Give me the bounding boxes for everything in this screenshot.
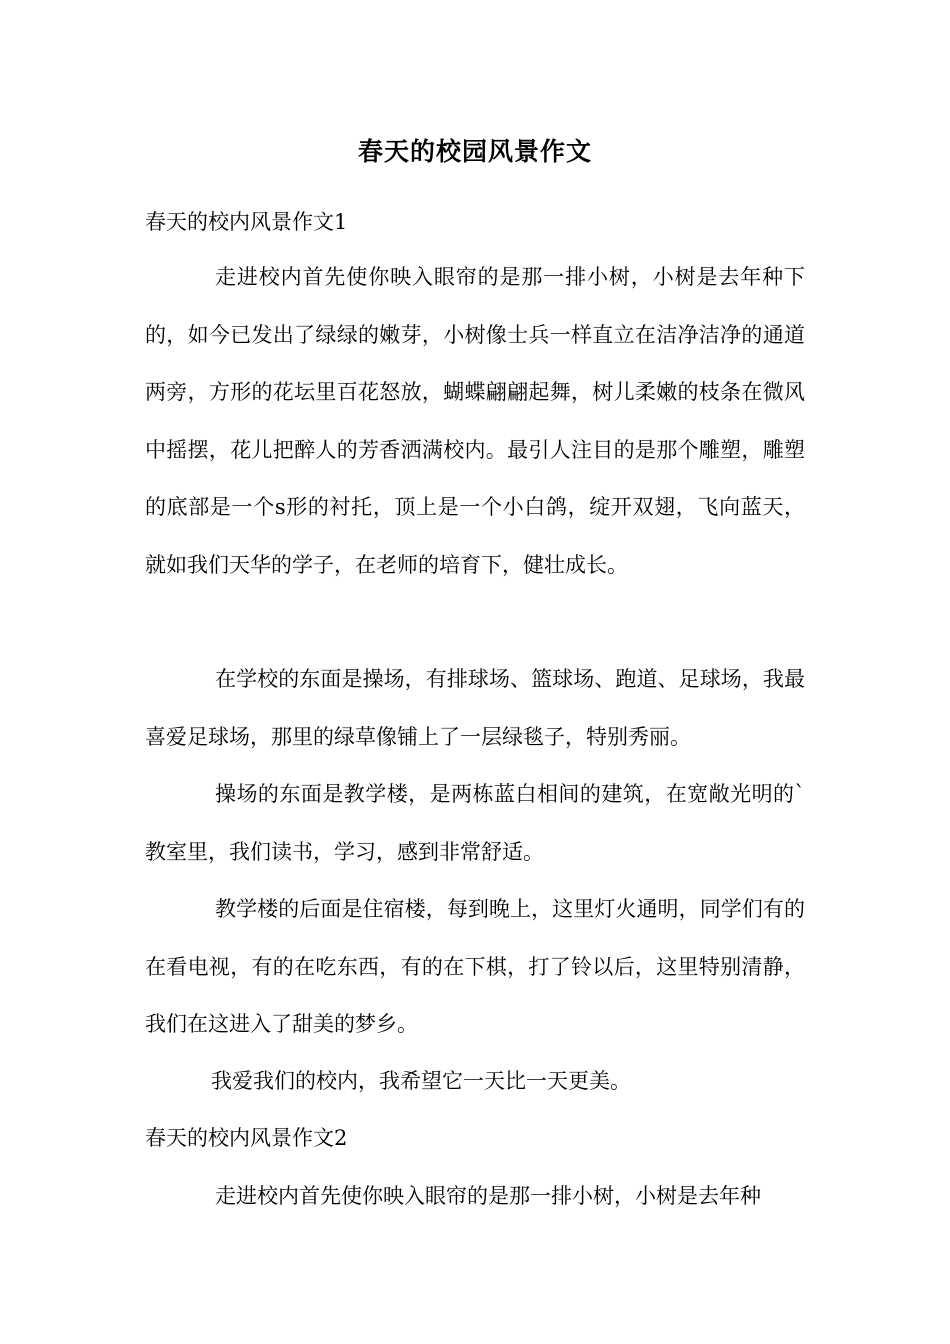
paragraph-1-4: 教学楼的后面是住宿楼，每到晚上，这里灯火通明，同学们有的在看电视，有的在吃东西，有的在下棋，打了铃以后，这里特别清静，我们在这进入了甜美的梦乡。: [145, 897, 805, 1036]
paragraph-2-1: 走进校内首先使你映入眼帘的是那一排小树，小树是去年种: [215, 1184, 761, 1208]
section-heading-2: 春天的校内风景作文2: [145, 1126, 348, 1150]
paragraph-1-5: 我爱我们的校内，我希望它一天比一天更美。: [211, 1069, 631, 1093]
document-title: 春天的校园风景作文: [357, 137, 592, 166]
paragraph-1-1: 走进校内首先使你映入眼帘的是那一排小树，小树是去年种下的，如今已发出了绿绿的嫩芽，小树像士兵一样直立在洁净洁净的通道两旁，方形的花坛里百花怒放，蝴蝶翩翩起舞，树儿柔嫩的枝条在微风中摇摆，花儿把醉人的芳香洒满校内。最引人注目的是那个雕塑，雕塑的底部是一个s形的衬托，顶上是一个小白鸽，绽开双翅，飞向蓝天，就如我们天华的学子，在老师的培育下，健壮成长。: [145, 265, 805, 577]
paragraph-1-2: 在学校的东面是操场，有排球场、篮球场、跑道、足球场，我最喜爱足球场，那里的绿草像铺上了一层绿毯子，特别秀丽。: [145, 667, 805, 749]
paragraph-1-3: 操场的东面是教学楼，是两栋蓝白相间的建筑，在宽敞光明的`教室里，我们读书，学习，感到非常舒适。: [145, 782, 805, 864]
section-heading-1: 春天的校内风景作文1: [145, 210, 348, 234]
